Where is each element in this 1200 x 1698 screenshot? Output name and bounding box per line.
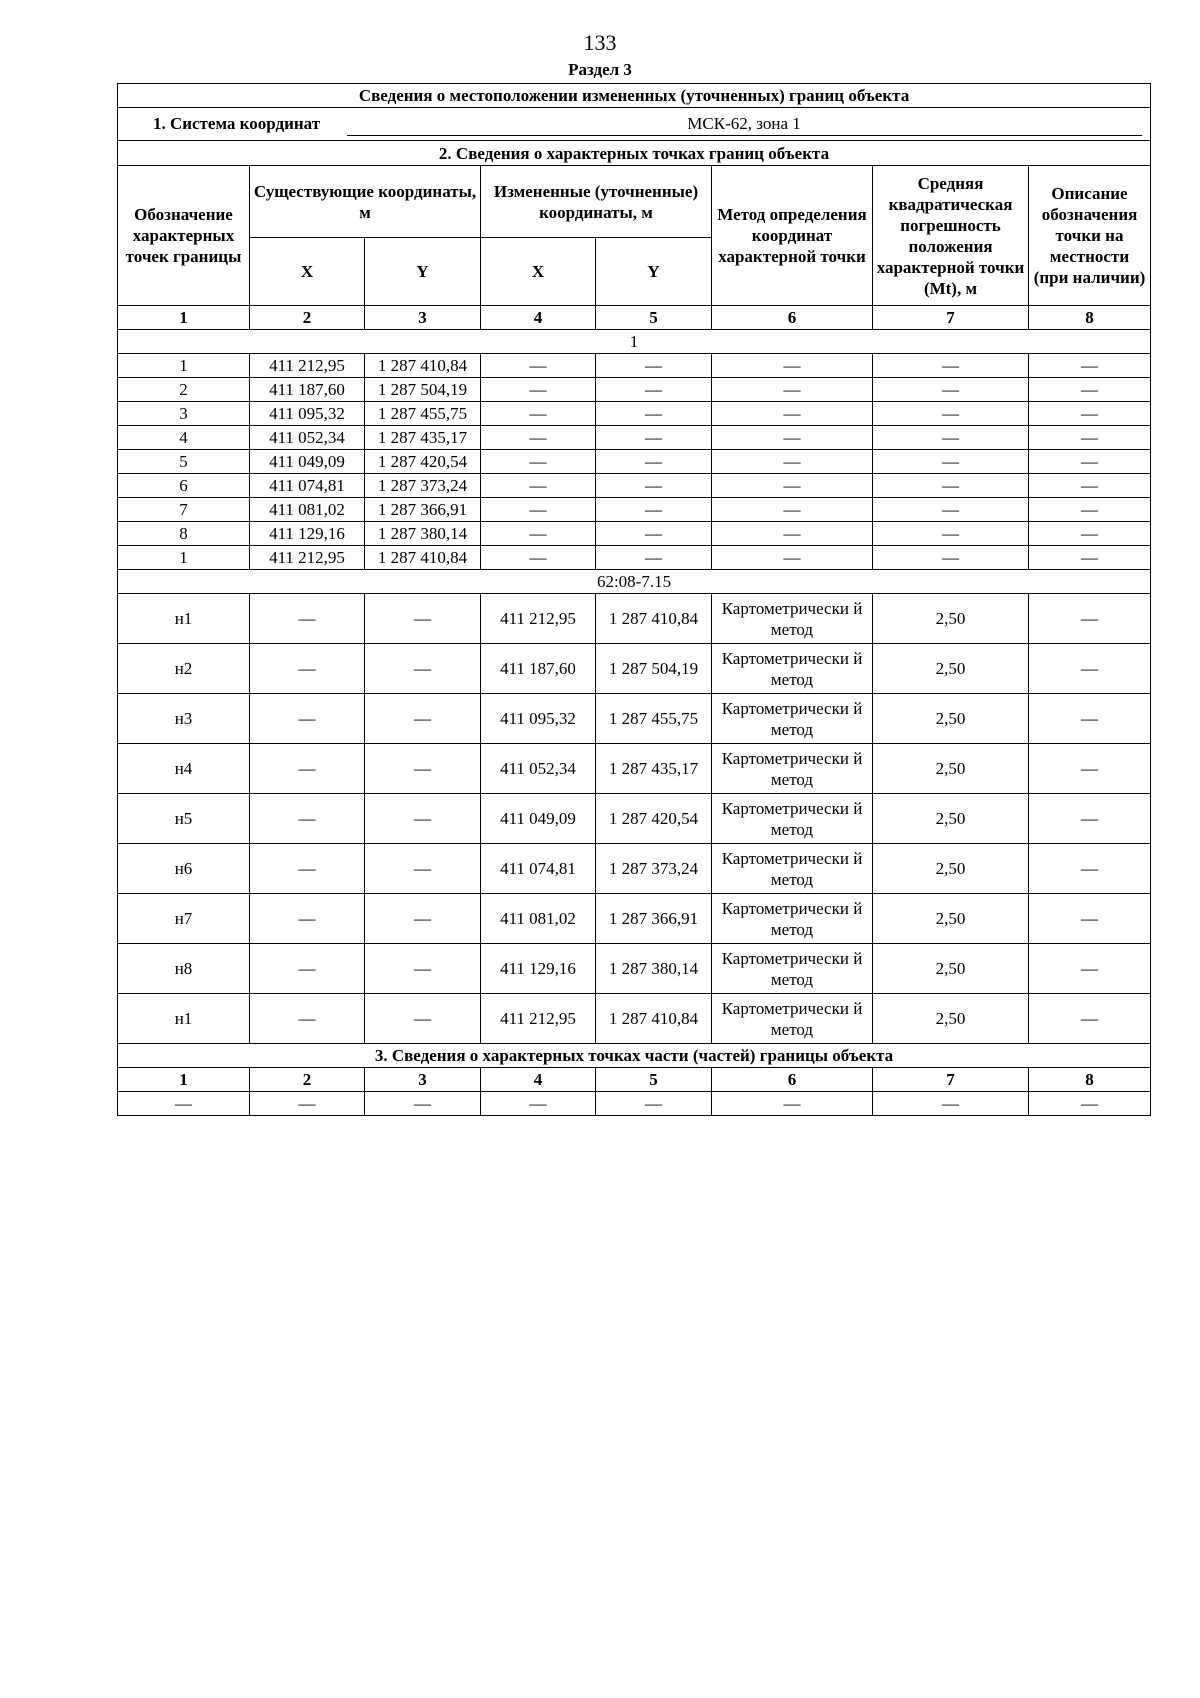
table-cell: 2,50: [873, 994, 1029, 1044]
table-cell: —: [873, 450, 1029, 474]
table-cell: 2,50: [873, 844, 1029, 894]
table-cell: —: [596, 354, 712, 378]
table-cell: 1 287 410,84: [596, 594, 712, 644]
table-cell: —: [250, 744, 365, 794]
table-cell: Картометрически й метод: [712, 794, 873, 844]
table-cell: —: [712, 402, 873, 426]
table-cell: —: [873, 498, 1029, 522]
table-cell: 7: [118, 498, 250, 522]
table-cell: —: [481, 546, 596, 570]
table-cell: —: [1029, 522, 1151, 546]
table-cell: 5: [118, 450, 250, 474]
table-cell: 1 287 420,54: [365, 450, 481, 474]
table-cell: —: [873, 546, 1029, 570]
col-number: 5: [596, 306, 712, 330]
table-cell: —: [712, 378, 873, 402]
table-cell: 1 287 366,91: [365, 498, 481, 522]
part3-column-numbers-row: [118, 1068, 1151, 1092]
table-cell: 411 095,32: [250, 402, 365, 426]
header-method: Метод определения координат характерной точки: [712, 166, 873, 306]
table-cell: —: [481, 450, 596, 474]
table-cell: 411 074,81: [481, 844, 596, 894]
col-number: 1: [118, 1068, 250, 1092]
table-cell: 2,50: [873, 694, 1029, 744]
table-row: [118, 694, 1151, 744]
col-number: 8: [1029, 1068, 1151, 1092]
group1-label: 1: [118, 330, 1151, 354]
table-row: [118, 594, 1151, 644]
table-cell: —: [873, 354, 1029, 378]
col-number: 1: [118, 306, 250, 330]
table-cell: Картометрически й метод: [712, 844, 873, 894]
table-row: [118, 944, 1151, 994]
table-cell: 1 287 380,14: [365, 522, 481, 546]
table-cell: —: [365, 844, 481, 894]
table-cell: н7: [118, 894, 250, 944]
table-cell: —: [1029, 426, 1151, 450]
table-cell: 4: [118, 426, 250, 450]
table-cell: —: [712, 498, 873, 522]
table-row: [118, 474, 1151, 498]
table-row: [118, 378, 1151, 402]
table-cell: 2,50: [873, 794, 1029, 844]
col-number: 3: [365, 306, 481, 330]
table-cell: —: [481, 522, 596, 546]
table-cell: —: [365, 944, 481, 994]
header-changed-x: X: [481, 238, 596, 306]
table-cell: —: [1029, 450, 1151, 474]
table-cell: —: [250, 944, 365, 994]
header-existing-coords: Существующие координаты, м: [250, 166, 481, 238]
table-cell: 1 287 380,14: [596, 944, 712, 994]
table-cell: н1: [118, 594, 250, 644]
table-cell: н1: [118, 994, 250, 1044]
table-cell: 411 187,60: [250, 378, 365, 402]
table-cell: —: [596, 474, 712, 498]
col-number: 2: [250, 1068, 365, 1092]
table-cell: —: [481, 474, 596, 498]
table-cell: 1: [118, 546, 250, 570]
col-number: 4: [481, 306, 596, 330]
table-title: Сведения о местоположении измененных (уточненных) границ объекта: [118, 84, 1151, 108]
table-row: [118, 744, 1151, 794]
table-cell: н5: [118, 794, 250, 844]
table-cell: —: [873, 426, 1029, 450]
table-cell: 2,50: [873, 594, 1029, 644]
part3-cell: —: [712, 1092, 873, 1116]
table-cell: —: [365, 994, 481, 1044]
page-number: 133: [583, 30, 617, 55]
boundary-points-table: [117, 83, 1151, 1116]
table-cell: —: [596, 450, 712, 474]
group2-label: 62:08-7.15: [118, 570, 1151, 594]
table-cell: —: [481, 426, 596, 450]
col-number: 7: [873, 1068, 1029, 1092]
table-row: [118, 794, 1151, 844]
table-row: [118, 894, 1151, 944]
table-cell: н6: [118, 844, 250, 894]
table-cell: —: [250, 594, 365, 644]
table-cell: —: [712, 474, 873, 498]
table-cell: 411 074,81: [250, 474, 365, 498]
table-cell: —: [250, 794, 365, 844]
part3-cell: —: [481, 1092, 596, 1116]
table-cell: —: [596, 378, 712, 402]
table-cell: 411 129,16: [250, 522, 365, 546]
table-cell: —: [365, 794, 481, 844]
header-description: Описание обозначения точки на местности (при наличии): [1029, 166, 1151, 306]
table-cell: Картометрически й метод: [712, 744, 873, 794]
table-row: [118, 994, 1151, 1044]
table-cell: —: [481, 354, 596, 378]
table-cell: —: [1029, 694, 1151, 744]
header-error: Средняя квадратическая погрешность положения характерной точки (Mt), м: [873, 166, 1029, 306]
part3-row: [118, 1092, 1151, 1116]
table-cell: —: [1029, 354, 1151, 378]
col-number: 6: [712, 306, 873, 330]
table-cell: —: [365, 694, 481, 744]
header-existing-x: X: [250, 238, 365, 306]
table-cell: —: [1029, 378, 1151, 402]
part3-cell: —: [365, 1092, 481, 1116]
table-cell: 2,50: [873, 744, 1029, 794]
table-cell: 1 287 373,24: [365, 474, 481, 498]
table-cell: 411 081,02: [481, 894, 596, 944]
table-cell: 1 287 504,19: [596, 644, 712, 694]
table-cell: —: [873, 378, 1029, 402]
table-cell: —: [365, 894, 481, 944]
table-cell: 411 129,16: [481, 944, 596, 994]
table-cell: н3: [118, 694, 250, 744]
table-cell: 411 049,09: [250, 450, 365, 474]
table-cell: 3: [118, 402, 250, 426]
table-cell: н4: [118, 744, 250, 794]
part2-title: 2. Сведения о характерных точках границ объекта: [118, 141, 1151, 166]
table-cell: н8: [118, 944, 250, 994]
table-cell: 8: [118, 522, 250, 546]
part3-title: 3. Сведения о характерных точках части (частей) границы объекта: [118, 1044, 1151, 1068]
part3-cell: —: [873, 1092, 1029, 1116]
header-point-designation: Обозначение характерных точек границы: [118, 166, 250, 306]
table-cell: —: [1029, 644, 1151, 694]
table-cell: —: [365, 744, 481, 794]
table-cell: —: [596, 498, 712, 522]
table-cell: 1 287 410,84: [365, 546, 481, 570]
table-cell: —: [873, 474, 1029, 498]
table-cell: —: [596, 426, 712, 450]
table-cell: —: [365, 594, 481, 644]
table-cell: 411 212,95: [250, 354, 365, 378]
table-cell: —: [712, 354, 873, 378]
table-cell: Картометрически й метод: [712, 994, 873, 1044]
table-cell: 411 212,95: [481, 994, 596, 1044]
table-cell: 1 287 504,19: [365, 378, 481, 402]
table-cell: —: [1029, 744, 1151, 794]
table-cell: —: [250, 994, 365, 1044]
table-cell: —: [1029, 794, 1151, 844]
table-cell: —: [481, 498, 596, 522]
table-cell: —: [712, 426, 873, 450]
table-cell: —: [712, 450, 873, 474]
table-cell: —: [596, 546, 712, 570]
table-cell: —: [481, 378, 596, 402]
table-cell: 2,50: [873, 944, 1029, 994]
table-cell: 1 287 455,75: [596, 694, 712, 744]
table-cell: 1 287 435,17: [596, 744, 712, 794]
table-cell: 1 287 420,54: [596, 794, 712, 844]
table-cell: 1 287 373,24: [596, 844, 712, 894]
table-cell: н2: [118, 644, 250, 694]
table-cell: 2: [118, 378, 250, 402]
table-cell: 1 287 410,84: [365, 354, 481, 378]
table-cell: Картометрически й метод: [712, 594, 873, 644]
col-number: 5: [596, 1068, 712, 1092]
table-cell: —: [1029, 994, 1151, 1044]
coord-system-value: МСК-62, зона 1: [347, 113, 1142, 136]
table-row: [118, 546, 1151, 570]
section-title: Раздел 3: [568, 60, 632, 79]
col-number: 6: [712, 1068, 873, 1092]
col-number: 8: [1029, 306, 1151, 330]
col-number: 4: [481, 1068, 596, 1092]
table-cell: —: [250, 894, 365, 944]
table-cell: —: [596, 402, 712, 426]
header-changed-y: Y: [596, 238, 712, 306]
table-cell: Картометрически й метод: [712, 944, 873, 994]
table-cell: —: [1029, 844, 1151, 894]
table-cell: 411 049,09: [481, 794, 596, 844]
coord-system-row: [118, 108, 1151, 141]
table-cell: —: [481, 402, 596, 426]
table-cell: 1 287 410,84: [596, 994, 712, 1044]
table-cell: 1 287 366,91: [596, 894, 712, 944]
table-cell: —: [250, 694, 365, 744]
table-cell: 2,50: [873, 644, 1029, 694]
table-row: [118, 426, 1151, 450]
coord-system-label: 1. Система координат: [152, 113, 321, 133]
table-row: [118, 498, 1151, 522]
table-cell: —: [365, 644, 481, 694]
col-number: 2: [250, 306, 365, 330]
part3-cell: —: [118, 1092, 250, 1116]
table-cell: —: [1029, 498, 1151, 522]
table-cell: Картометрически й метод: [712, 644, 873, 694]
table-cell: 411 052,34: [250, 426, 365, 450]
table-cell: —: [1029, 944, 1151, 994]
table-cell: Картометрически й метод: [712, 894, 873, 944]
table-cell: 2,50: [873, 894, 1029, 944]
table-cell: —: [250, 644, 365, 694]
table-cell: —: [1029, 894, 1151, 944]
table-cell: 411 052,34: [481, 744, 596, 794]
table-cell: 411 095,32: [481, 694, 596, 744]
table-cell: Картометрически й метод: [712, 694, 873, 744]
table-row: [118, 402, 1151, 426]
table-row: [118, 522, 1151, 546]
col-number: 3: [365, 1068, 481, 1092]
table-row: [118, 844, 1151, 894]
table-cell: —: [1029, 474, 1151, 498]
table-cell: 1: [118, 354, 250, 378]
table-cell: 1 287 455,75: [365, 402, 481, 426]
table-cell: —: [1029, 594, 1151, 644]
table-cell: 411 212,95: [481, 594, 596, 644]
header-changed-coords: Измененные (уточненные) координаты, м: [481, 166, 712, 238]
col-number: 7: [873, 306, 1029, 330]
table-cell: 1 287 435,17: [365, 426, 481, 450]
table-cell: —: [712, 522, 873, 546]
table-cell: —: [596, 522, 712, 546]
part3-cell: —: [250, 1092, 365, 1116]
table-row: [118, 450, 1151, 474]
table-row: [118, 354, 1151, 378]
table-cell: —: [1029, 402, 1151, 426]
header-existing-y: Y: [365, 238, 481, 306]
part3-cell: —: [1029, 1092, 1151, 1116]
table-cell: 411 212,95: [250, 546, 365, 570]
part3-cell: —: [596, 1092, 712, 1116]
table-row: [118, 644, 1151, 694]
column-numbers-row: [118, 306, 1151, 330]
table-cell: —: [250, 844, 365, 894]
table-cell: —: [1029, 546, 1151, 570]
table-cell: 411 187,60: [481, 644, 596, 694]
table-cell: —: [873, 402, 1029, 426]
table-cell: 411 081,02: [250, 498, 365, 522]
table-cell: —: [712, 546, 873, 570]
table-cell: —: [873, 522, 1029, 546]
table-cell: 6: [118, 474, 250, 498]
